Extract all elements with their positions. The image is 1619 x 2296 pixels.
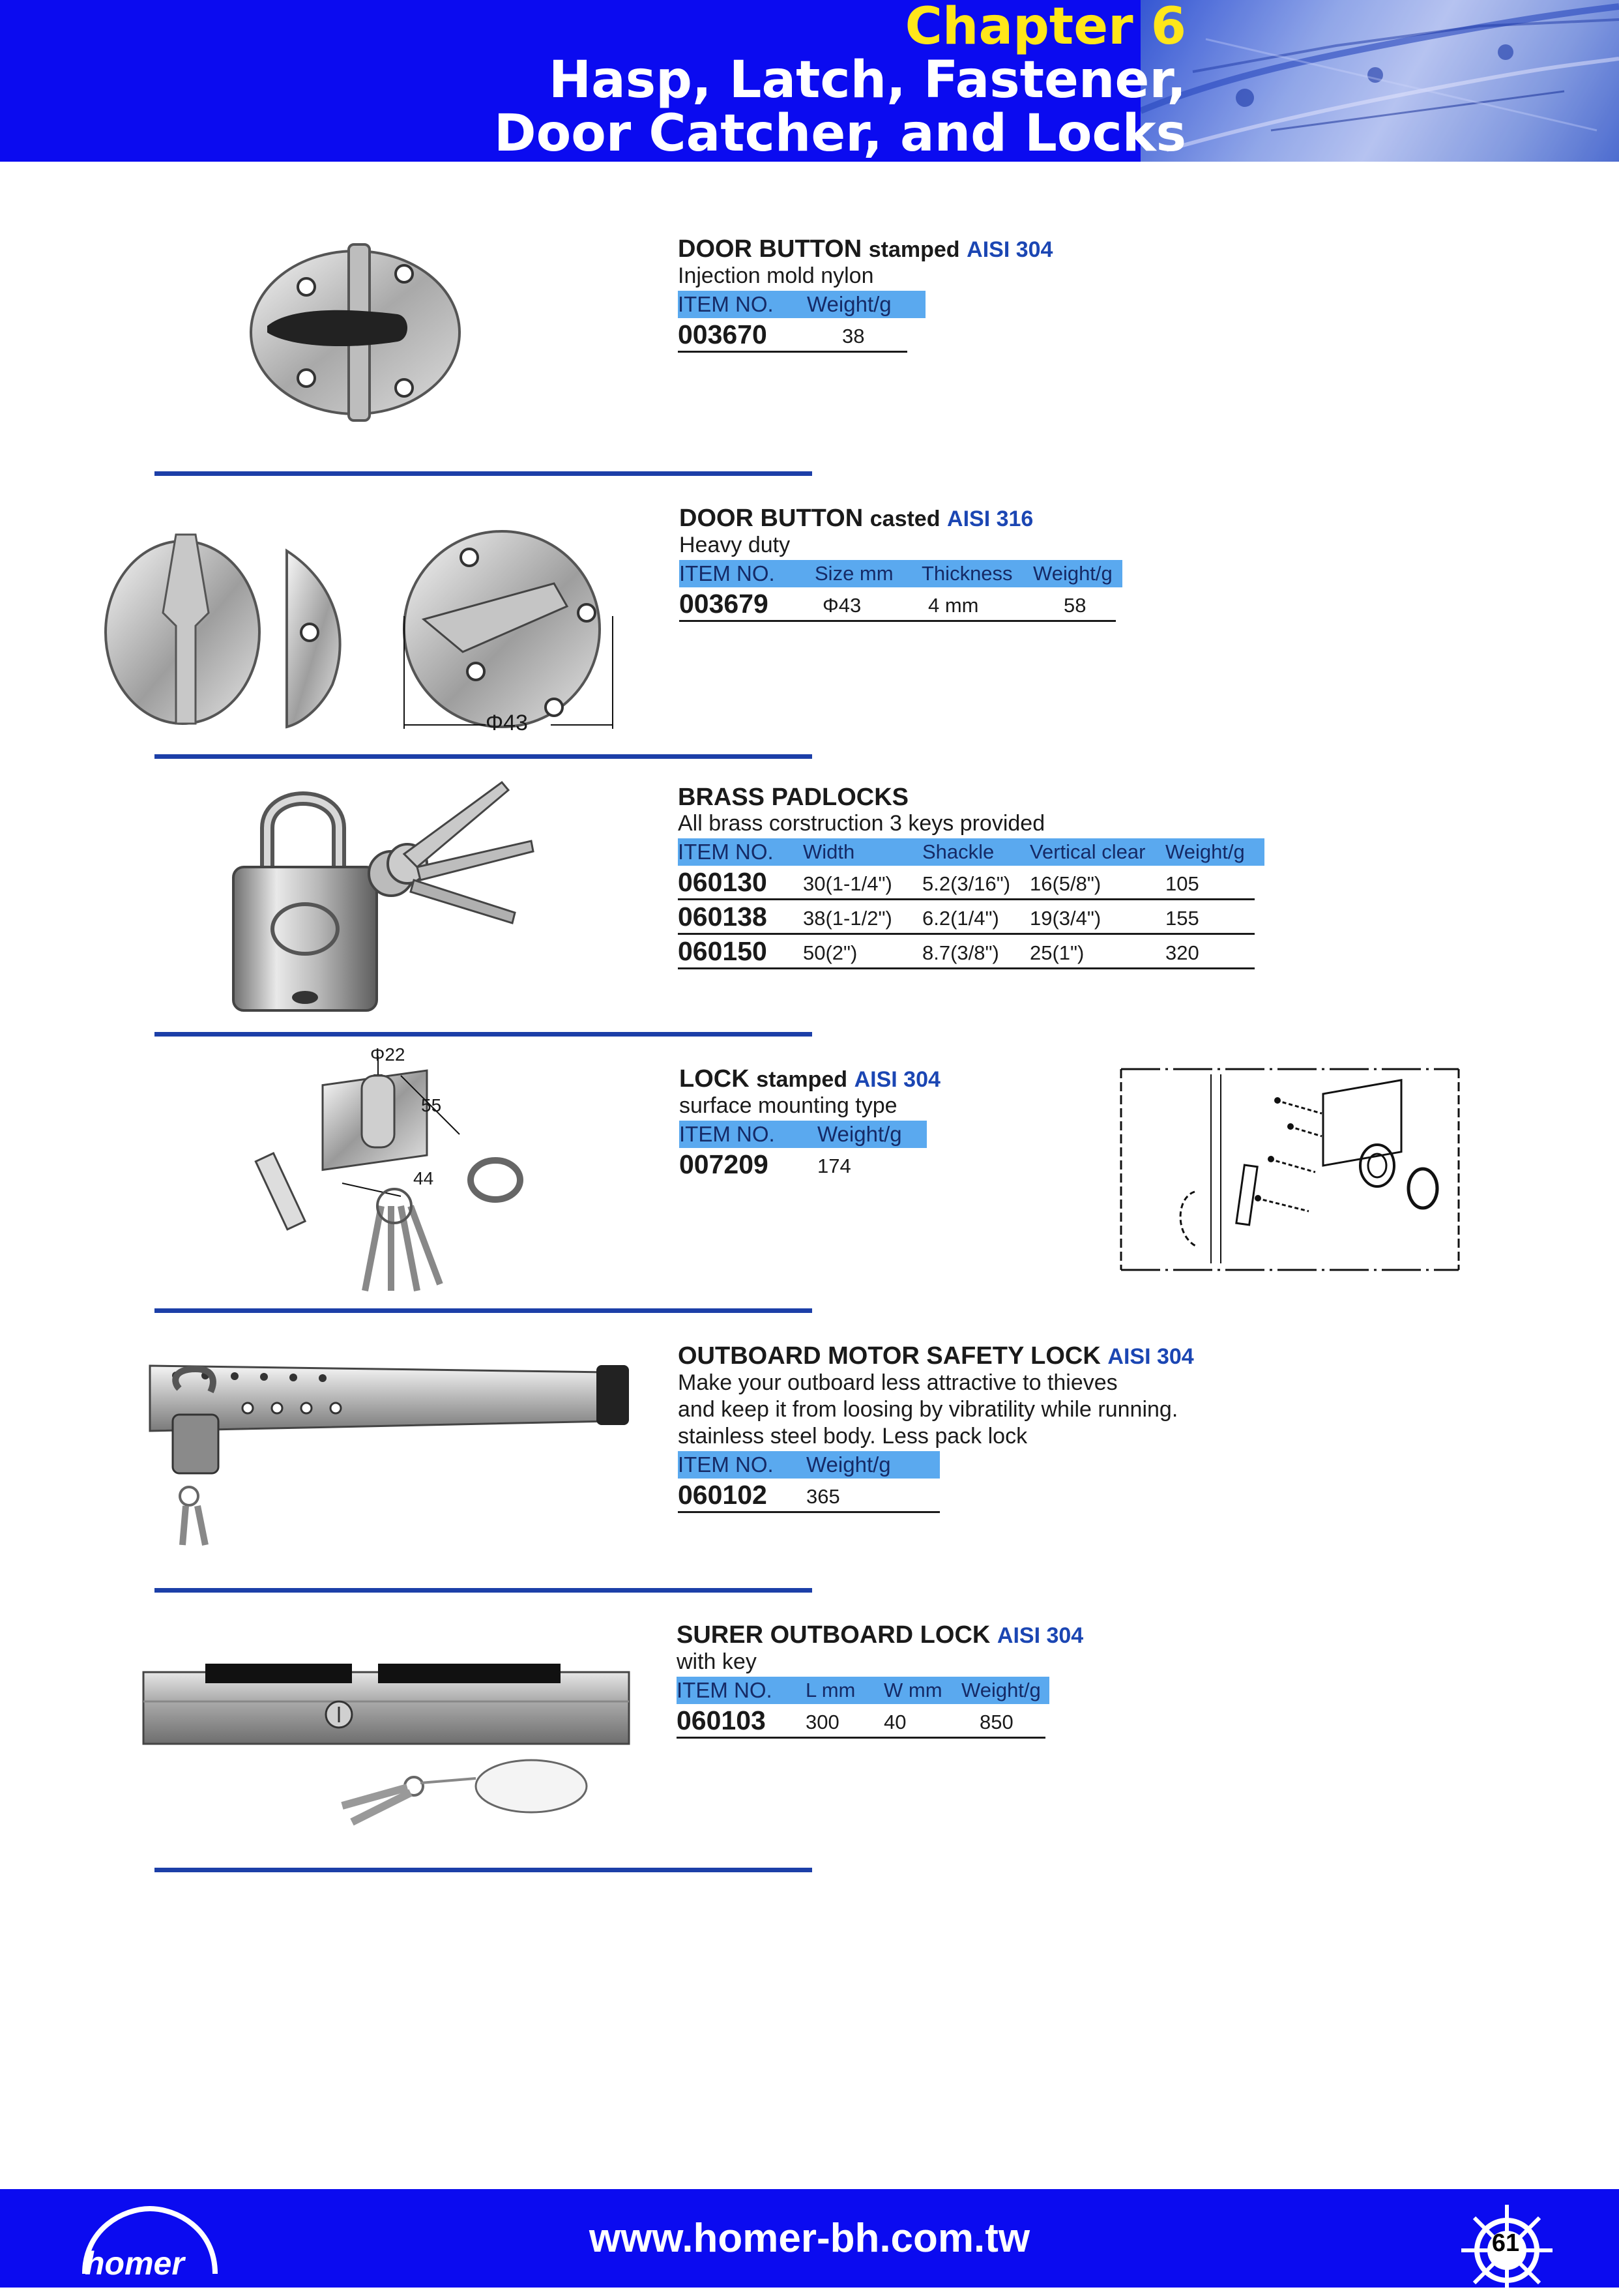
product-qualifier: stamped — [756, 1067, 848, 1092]
dimension-label-width: 44 — [413, 1168, 434, 1188]
width-value: 50(2") — [803, 941, 858, 964]
column-header: Weight/g — [961, 1679, 1041, 1701]
vertical-clear-value: 19(3/4") — [1030, 907, 1101, 930]
product-name: DOOR BUTTON — [678, 235, 862, 263]
width-value: 40 — [884, 1711, 907, 1733]
chapter-title-line-2: Door Catcher, and Locks — [493, 104, 1186, 162]
chapter-number: Chapter 6 — [905, 0, 1186, 56]
length-value: 300 — [806, 1711, 839, 1733]
product-description-line-2: and keep it from loosing by vibratility while running. — [678, 1397, 1178, 1422]
weight-value: 58 — [1064, 594, 1087, 617]
product-surer-outboard-lock — [677, 1621, 1084, 1739]
chapter-title-line-1: Hasp, Latch, Fastener, — [548, 51, 1186, 110]
item-number: 060130 — [678, 867, 767, 897]
column-header: Weight/g — [1033, 562, 1113, 585]
item-number: 060150 — [678, 936, 767, 966]
column-header: ITEM NO. — [679, 561, 775, 585]
weight-value: 105 — [1165, 872, 1199, 895]
width-value: 38(1-1/2") — [803, 907, 892, 930]
shackle-value: 5.2(3/16") — [922, 872, 1011, 895]
chapter-header — [0, 0, 1619, 162]
weight-value: 174 — [817, 1155, 851, 1177]
product-lock-304 — [679, 1065, 941, 1181]
section-divider — [154, 1588, 812, 1593]
section-divider — [154, 471, 812, 476]
vertical-clear-value: 16(5/8") — [1030, 872, 1101, 895]
item-number: 007209 — [679, 1149, 768, 1179]
section-divider — [154, 1868, 812, 1872]
column-header: Weight/g — [1165, 840, 1245, 863]
product-material: AISI 316 — [947, 507, 1034, 531]
section-divider — [154, 754, 812, 759]
product-material: AISI 304 — [854, 1067, 941, 1092]
column-header: Weight/g — [806, 1452, 891, 1477]
page-footer — [0, 2189, 1619, 2288]
surer-outboard-lock-image — [140, 1662, 635, 1838]
product-material: AISI 304 — [1107, 1344, 1194, 1369]
product-description: surface mounting type — [679, 1093, 897, 1118]
dimension-label: Φ43 — [486, 711, 528, 735]
column-header: ITEM NO. — [678, 292, 774, 316]
dimension-label-diameter: Φ22 — [370, 1044, 405, 1065]
product-qualifier: casted — [869, 507, 941, 531]
column-header: ITEM NO. — [678, 1452, 774, 1477]
weight-value: 850 — [980, 1711, 1014, 1733]
header-texture-image — [1141, 0, 1619, 162]
column-header: L mm — [806, 1679, 856, 1701]
column-header: Shackle — [922, 840, 995, 863]
thickness-value: 4 mm — [928, 594, 979, 617]
column-header: Thickness — [922, 562, 1013, 585]
product-name: OUTBOARD MOTOR SAFETY LOCK — [678, 1342, 1101, 1370]
table-row — [678, 900, 1255, 935]
product-description: Heavy duty — [679, 533, 791, 557]
column-header: Size mm — [815, 562, 894, 585]
column-header: Vertical clear — [1030, 840, 1146, 863]
column-header: Width — [803, 840, 855, 863]
table-row — [679, 1148, 875, 1181]
product-name: LOCK — [679, 1065, 750, 1093]
outboard-motor-safety-lock-image — [147, 1356, 642, 1558]
lock-304-image — [251, 1043, 538, 1304]
product-description: with key — [677, 1649, 757, 1674]
table-header — [679, 560, 1122, 587]
table-header — [678, 1451, 940, 1479]
section-divider — [154, 1308, 812, 1313]
lock-installation-diagram — [1120, 1068, 1462, 1276]
section-divider — [154, 1032, 812, 1037]
product-material: AISI 304 — [967, 237, 1053, 262]
weight-value: 320 — [1165, 941, 1199, 964]
product-description: All brass corstruction 3 keys provided — [678, 811, 1045, 836]
width-value: 30(1-1/4") — [803, 872, 892, 895]
item-number: 003679 — [679, 589, 768, 619]
product-brass-padlocks — [678, 784, 1264, 969]
product-description: Injection mold nylon — [678, 263, 874, 288]
brass-padlock-image — [228, 776, 541, 1020]
product-material: AISI 304 — [997, 1623, 1084, 1648]
weight-value: 155 — [1165, 907, 1199, 930]
table-row — [678, 935, 1255, 969]
item-number: 060102 — [678, 1480, 767, 1510]
shackle-value: 6.2(1/4") — [922, 907, 999, 930]
product-name: DOOR BUTTON — [679, 505, 864, 532]
column-header: ITEM NO. — [678, 840, 774, 864]
website-link[interactable]: www.homer-bh.com.tw — [589, 2216, 1030, 2261]
column-header: ITEM NO. — [677, 1678, 772, 1702]
product-door-button-316 — [679, 505, 1122, 622]
product-name: SURER OUTBOARD LOCK — [677, 1621, 991, 1649]
table-header — [678, 291, 926, 318]
door-button-cast-image — [98, 522, 619, 746]
product-door-button-304 — [678, 235, 1053, 353]
product-description-line-1: Make your outboard less attractive to thieves — [678, 1370, 1118, 1395]
size-value: Φ43 — [823, 594, 862, 617]
column-header: ITEM NO. — [679, 1122, 775, 1146]
table-row — [677, 1704, 1045, 1739]
table-header — [677, 1677, 1049, 1704]
brand-logo-text: homer — [85, 2245, 184, 2282]
product-outboard-motor-safety-lock — [678, 1342, 1194, 1513]
table-row — [679, 587, 1116, 622]
column-header: Weight/g — [817, 1122, 902, 1146]
weight-value: 38 — [842, 325, 865, 347]
item-number: 060103 — [677, 1705, 766, 1735]
product-qualifier: stamped — [868, 237, 960, 262]
table-header — [678, 838, 1264, 866]
door-button-nylon-image — [248, 241, 463, 427]
column-header: Weight/g — [807, 292, 892, 316]
item-number: 060138 — [678, 902, 767, 932]
table-header — [679, 1121, 927, 1148]
table-row — [678, 1479, 940, 1513]
page-number: 61 — [1491, 2230, 1520, 2257]
table-row — [678, 318, 907, 353]
column-header: W mm — [884, 1679, 942, 1701]
table-row — [678, 866, 1255, 900]
dimension-label-height: 55 — [421, 1095, 442, 1115]
weight-value: 365 — [806, 1485, 840, 1508]
product-description-line-3: stainless steel body. Less pack lock — [678, 1424, 1028, 1449]
product-name: BRASS PADLOCKS — [678, 784, 909, 811]
vertical-clear-value: 25(1") — [1030, 941, 1085, 964]
item-number: 003670 — [678, 319, 767, 349]
shackle-value: 8.7(3/8") — [922, 941, 999, 964]
